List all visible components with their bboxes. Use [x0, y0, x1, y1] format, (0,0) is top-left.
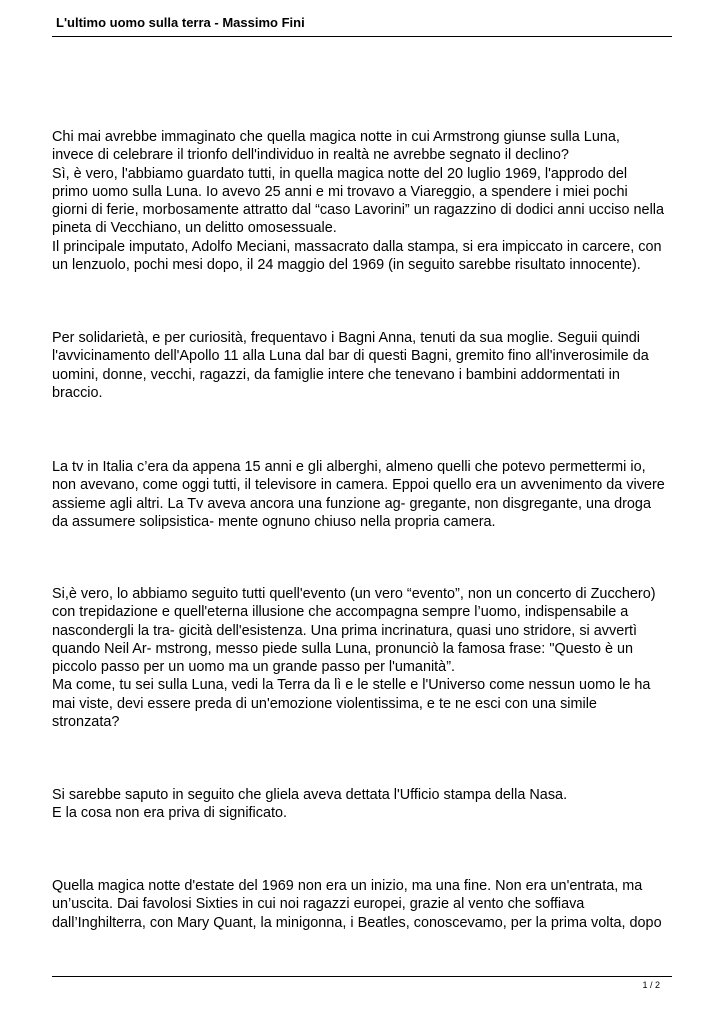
- text-line: Ma come, tu sei sulla Luna, vedi la Terra da lì e le stelle e l'Universo come nessun uomo le ha: [52, 677, 651, 694]
- text-line: un’uscita. Dai favolosi Sixties in cui noi ragazzi europei, grazie al vento che soffiava: [52, 896, 585, 913]
- text-line: E la cosa non era priva di significato.: [52, 805, 288, 822]
- paragraph: [52, 877, 677, 932]
- paragraph: [52, 786, 677, 823]
- text-line: Si sarebbe saputo in seguito che gliela aveva dettata l'Ufficio stampa della Nasa.: [52, 787, 568, 803]
- paragraph: [52, 458, 677, 531]
- text-line: piccolo passo per un uomo ma un grande passo per l'umanità”.: [52, 659, 456, 676]
- text-line: quando Neil Ar- mstrong, messo piede sulla Luna, pronunciò la famosa frase: "Questo è un: [52, 640, 634, 657]
- text-line: un lenzuolo, pochi mesi dopo, il 24 maggio del 1969 (in seguito sarebbe risultato innocente).: [52, 257, 641, 274]
- text-line: Si,è vero, lo abbiamo seguito tutti quell'evento (un vero “evento”, non un concerto di Zucchero): [52, 586, 656, 602]
- text-line: con trepidazione e quell'eterna illusione che accompagna sempre l’uomo, indispensabile a: [52, 604, 629, 621]
- text-line: mai viste, devi essere preda di un'emozione violentissima, e te ne esci con una simile: [52, 695, 597, 712]
- text-line: l'avvicinamento dell'Apollo 11 alla Luna dal bar di questi Bagni, gremito fino all'inverosimile da: [52, 348, 649, 365]
- text-line: braccio.: [52, 384, 103, 401]
- text-line: primo uomo sulla Luna. Io avevo 25 anni e mi trovavo a Viareggio, a spendere i miei pochi: [52, 183, 628, 200]
- text-line: La tv in Italia c’era da appena 15 anni e gli alberghi, almeno quelli che potevo permettermi io,: [52, 459, 646, 475]
- text-line: Quella magica notte d'estate del 1969 non era un inizio, ma una fine. Non era un'entrata, ma: [52, 878, 643, 894]
- text-line: giorni di ferie, morbosamente attratto dal “caso Lavorini” un ragazzino di dodici anni ucciso nella: [52, 202, 665, 219]
- text-line: pineta di Vecchiano, un delitto omosessuale.: [52, 220, 337, 237]
- text-line: Il principale imputato, Adolfo Meciani, massacrato dalla stampa, si era impiccato in carcere, con: [52, 238, 662, 255]
- text-line: stronzata?: [52, 714, 120, 731]
- text-line: dall’Inghilterra, con Mary Quant, la minigonna, i Beatles, conoscevamo, per la prima volta, dopo: [52, 914, 662, 931]
- paragraph: [52, 329, 677, 402]
- paragraph: [52, 585, 677, 731]
- text-line: nascondergli la tra- gicità dell'esistenza. Una prima incrinatura, quasi uno stridore, si avvertì: [52, 622, 638, 639]
- paragraph: [52, 128, 677, 274]
- text-line: da assumere solipsistica- mente ognuno chiuso nella propria camera.: [52, 513, 496, 530]
- page-header: [52, 12, 672, 37]
- text-line: Sì, è vero, l'abbiamo guardato tutti, in quella magica notte del 20 luglio 1969, l'approdo del: [52, 165, 628, 182]
- text-line: uomini, donne, vecchi, ragazzi, da famiglie intere che tenevano i bambini addormentati in: [52, 366, 620, 383]
- text-line: assieme agli altri. La Tv aveva ancora una funzione ag- gregante, non disgregante, una droga: [52, 495, 651, 512]
- text-line: Chi mai avrebbe immaginato che quella magica notte in cui Armstrong giunse sulla Luna,: [52, 129, 620, 145]
- page-footer: [52, 976, 672, 997]
- text-line: invece di celebrare il trionfo dell'individuo in realtà ne avrebbe segnato il declino?: [52, 147, 569, 164]
- text-line: Per solidarietà, e per curiosità, frequentavo i Bagni Anna, tenuti da sua moglie. Seguii quindi: [52, 330, 641, 346]
- text-line: non avevano, come oggi tutti, il televisore in camera. Eppoi quello era un avvenimento da vivere: [52, 477, 665, 494]
- page-number: 1 / 2: [642, 980, 660, 990]
- document-title: L'ultimo uomo sulla terra - Massimo Fini: [56, 15, 305, 30]
